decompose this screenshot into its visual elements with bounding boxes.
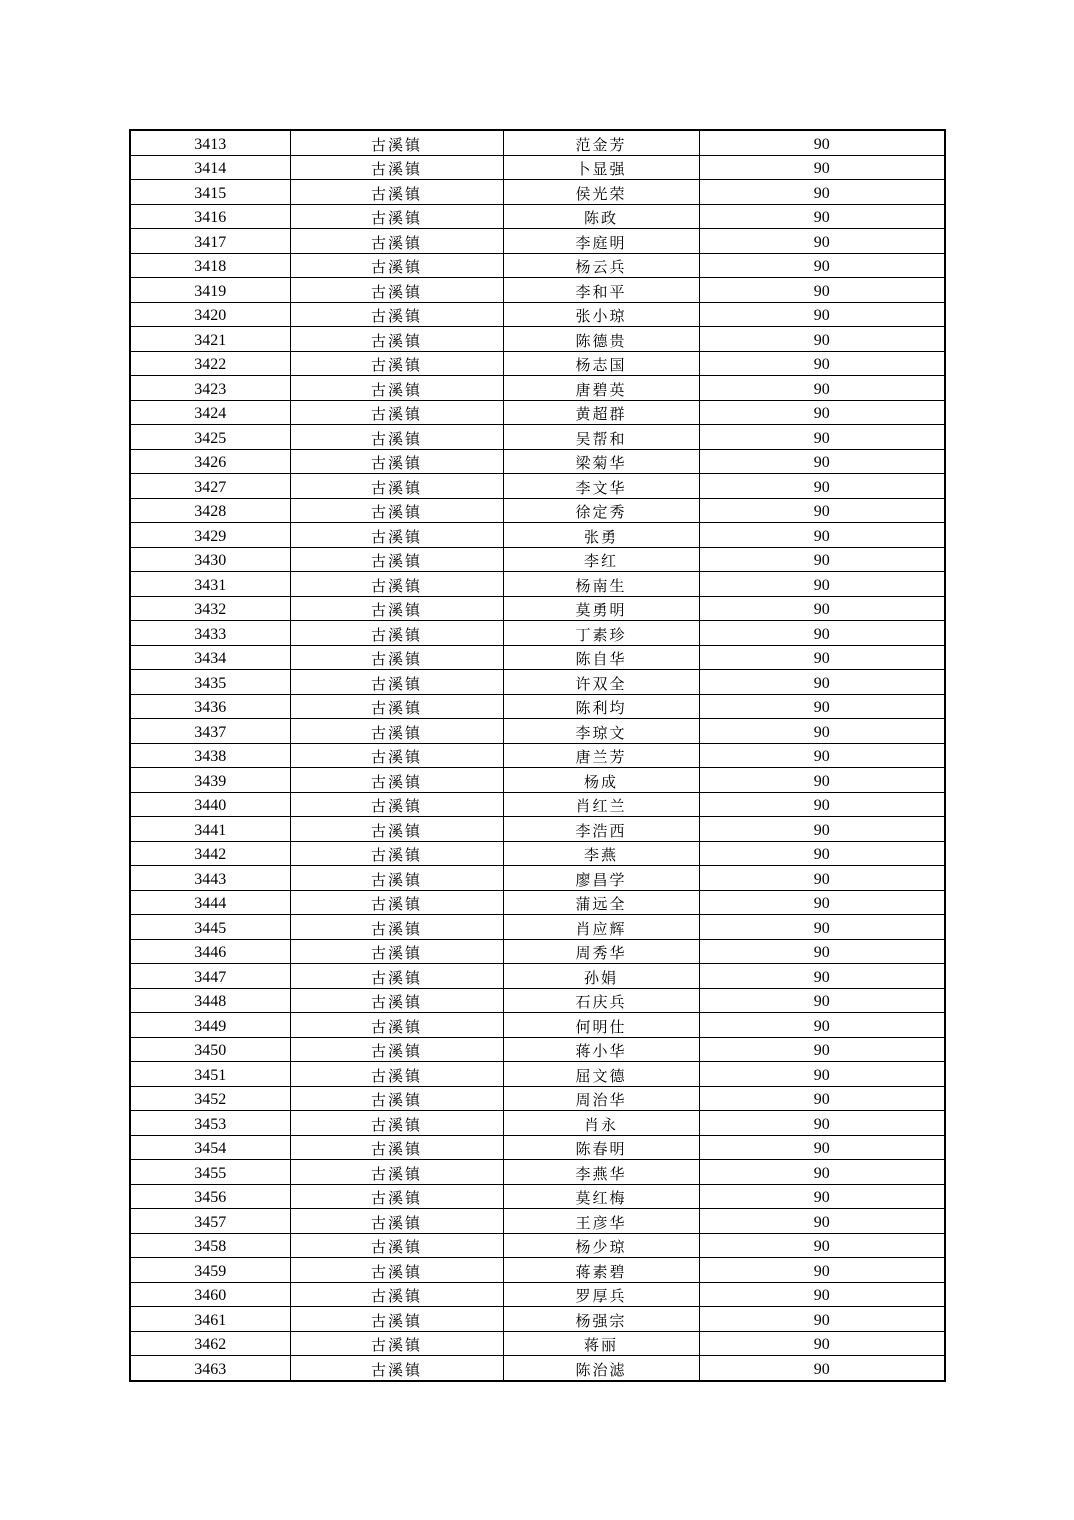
name-cell: 侯光荣 [503, 180, 699, 205]
name-cell: 何明仕 [503, 1013, 699, 1038]
score-cell: 90 [699, 792, 945, 817]
table-row [130, 253, 945, 278]
table-row [130, 1331, 945, 1356]
serial-number-cell: 3447 [130, 964, 290, 989]
serial-number-cell: 3421 [130, 327, 290, 352]
score-cell: 90 [699, 890, 945, 915]
name-cell: 陈利均 [503, 694, 699, 719]
score-cell: 90 [699, 596, 945, 621]
serial-number-cell: 3415 [130, 180, 290, 205]
table-row [130, 719, 945, 744]
serial-number-cell: 3430 [130, 547, 290, 572]
name-cell: 徐定秀 [503, 498, 699, 523]
town-cell: 古溪镇 [290, 351, 503, 376]
score-cell: 90 [699, 1258, 945, 1283]
town-cell: 古溪镇 [290, 327, 503, 352]
score-cell: 90 [699, 425, 945, 450]
score-cell: 90 [699, 645, 945, 670]
name-cell: 唐碧英 [503, 376, 699, 401]
serial-number-cell: 3442 [130, 841, 290, 866]
score-cell: 90 [699, 866, 945, 891]
name-cell: 张小琼 [503, 302, 699, 327]
name-cell: 陈政 [503, 204, 699, 229]
score-cell: 90 [699, 253, 945, 278]
table-row [130, 1209, 945, 1234]
score-cell: 90 [699, 1062, 945, 1087]
serial-number-cell: 3444 [130, 890, 290, 915]
score-cell: 90 [699, 1233, 945, 1258]
town-cell: 古溪镇 [290, 964, 503, 989]
town-cell: 古溪镇 [290, 253, 503, 278]
serial-number-cell: 3431 [130, 572, 290, 597]
name-cell: 杨强宗 [503, 1307, 699, 1332]
town-cell: 古溪镇 [290, 1209, 503, 1234]
table-row [130, 1160, 945, 1185]
name-cell: 杨志国 [503, 351, 699, 376]
town-cell: 古溪镇 [290, 1062, 503, 1087]
table-row [130, 1307, 945, 1332]
town-cell: 古溪镇 [290, 155, 503, 180]
score-cell: 90 [699, 988, 945, 1013]
score-cell: 90 [699, 817, 945, 842]
name-cell: 陈治滤 [503, 1356, 699, 1381]
name-cell: 肖永 [503, 1111, 699, 1136]
town-cell: 古溪镇 [290, 670, 503, 695]
town-cell: 古溪镇 [290, 180, 503, 205]
score-cell: 90 [699, 670, 945, 695]
table-row [130, 621, 945, 646]
serial-number-cell: 3418 [130, 253, 290, 278]
serial-number-cell: 3454 [130, 1135, 290, 1160]
roster-table-body [130, 130, 945, 1381]
table-row [130, 572, 945, 597]
town-cell: 古溪镇 [290, 1258, 503, 1283]
table-row [130, 1037, 945, 1062]
score-cell: 90 [699, 1184, 945, 1209]
table-row [130, 400, 945, 425]
serial-number-cell: 3422 [130, 351, 290, 376]
serial-number-cell: 3433 [130, 621, 290, 646]
name-cell: 莫红梅 [503, 1184, 699, 1209]
town-cell: 古溪镇 [290, 817, 503, 842]
serial-number-cell: 3458 [130, 1233, 290, 1258]
town-cell: 古溪镇 [290, 572, 503, 597]
name-cell: 李庭明 [503, 229, 699, 254]
name-cell: 陈德贵 [503, 327, 699, 352]
serial-number-cell: 3448 [130, 988, 290, 1013]
name-cell: 许双全 [503, 670, 699, 695]
name-cell: 蒋素碧 [503, 1258, 699, 1283]
table-row [130, 1062, 945, 1087]
serial-number-cell: 3463 [130, 1356, 290, 1381]
score-cell: 90 [699, 130, 945, 155]
serial-number-cell: 3416 [130, 204, 290, 229]
score-cell: 90 [699, 572, 945, 597]
serial-number-cell: 3413 [130, 130, 290, 155]
table-row [130, 130, 945, 155]
table-row [130, 743, 945, 768]
serial-number-cell: 3414 [130, 155, 290, 180]
serial-number-cell: 3440 [130, 792, 290, 817]
name-cell: 黄超群 [503, 400, 699, 425]
table-row [130, 890, 945, 915]
name-cell: 范金芳 [503, 130, 699, 155]
town-cell: 古溪镇 [290, 376, 503, 401]
name-cell: 王彦华 [503, 1209, 699, 1234]
serial-number-cell: 3425 [130, 425, 290, 450]
score-cell: 90 [699, 1135, 945, 1160]
serial-number-cell: 3429 [130, 523, 290, 548]
score-cell: 90 [699, 743, 945, 768]
town-cell: 古溪镇 [290, 1135, 503, 1160]
table-row [130, 425, 945, 450]
table-row [130, 376, 945, 401]
score-cell: 90 [699, 1013, 945, 1038]
score-cell: 90 [699, 229, 945, 254]
name-cell: 张勇 [503, 523, 699, 548]
town-cell: 古溪镇 [290, 841, 503, 866]
serial-number-cell: 3461 [130, 1307, 290, 1332]
name-cell: 廖昌学 [503, 866, 699, 891]
score-cell: 90 [699, 915, 945, 940]
town-cell: 古溪镇 [290, 400, 503, 425]
table-row [130, 645, 945, 670]
name-cell: 李文华 [503, 474, 699, 499]
score-cell: 90 [699, 1086, 945, 1111]
town-cell: 古溪镇 [290, 621, 503, 646]
town-cell: 古溪镇 [290, 1037, 503, 1062]
table-row [130, 278, 945, 303]
score-cell: 90 [699, 302, 945, 327]
name-cell: 杨南生 [503, 572, 699, 597]
serial-number-cell: 3434 [130, 645, 290, 670]
roster-table [129, 129, 946, 1382]
town-cell: 古溪镇 [290, 792, 503, 817]
score-cell: 90 [699, 474, 945, 499]
table-row [130, 1282, 945, 1307]
score-cell: 90 [699, 939, 945, 964]
serial-number-cell: 3443 [130, 866, 290, 891]
table-row [130, 327, 945, 352]
serial-number-cell: 3432 [130, 596, 290, 621]
table-row [130, 792, 945, 817]
town-cell: 古溪镇 [290, 1307, 503, 1332]
serial-number-cell: 3426 [130, 449, 290, 474]
serial-number-cell: 3427 [130, 474, 290, 499]
name-cell: 卜显强 [503, 155, 699, 180]
name-cell: 罗厚兵 [503, 1282, 699, 1307]
name-cell: 周秀华 [503, 939, 699, 964]
town-cell: 古溪镇 [290, 1013, 503, 1038]
table-row [130, 988, 945, 1013]
serial-number-cell: 3436 [130, 694, 290, 719]
serial-number-cell: 3428 [130, 498, 290, 523]
town-cell: 古溪镇 [290, 474, 503, 499]
score-cell: 90 [699, 964, 945, 989]
score-cell: 90 [699, 180, 945, 205]
town-cell: 古溪镇 [290, 890, 503, 915]
score-cell: 90 [699, 547, 945, 572]
score-cell: 90 [699, 1331, 945, 1356]
table-row [130, 964, 945, 989]
name-cell: 李燕华 [503, 1160, 699, 1185]
serial-number-cell: 3453 [130, 1111, 290, 1136]
score-cell: 90 [699, 278, 945, 303]
serial-number-cell: 3455 [130, 1160, 290, 1185]
score-cell: 90 [699, 376, 945, 401]
score-cell: 90 [699, 1307, 945, 1332]
name-cell: 肖应辉 [503, 915, 699, 940]
town-cell: 古溪镇 [290, 915, 503, 940]
name-cell: 唐兰芳 [503, 743, 699, 768]
score-cell: 90 [699, 1037, 945, 1062]
table-row [130, 1086, 945, 1111]
score-cell: 90 [699, 1282, 945, 1307]
name-cell: 周治华 [503, 1086, 699, 1111]
town-cell: 古溪镇 [290, 1184, 503, 1209]
name-cell: 杨少琼 [503, 1233, 699, 1258]
score-cell: 90 [699, 719, 945, 744]
name-cell: 梁菊华 [503, 449, 699, 474]
table-row [130, 180, 945, 205]
table-row [130, 1111, 945, 1136]
table-row [130, 1135, 945, 1160]
table-row [130, 1184, 945, 1209]
name-cell: 李和平 [503, 278, 699, 303]
score-cell: 90 [699, 327, 945, 352]
town-cell: 古溪镇 [290, 694, 503, 719]
town-cell: 古溪镇 [290, 866, 503, 891]
name-cell: 丁素珍 [503, 621, 699, 646]
name-cell: 李红 [503, 547, 699, 572]
name-cell: 莫勇明 [503, 596, 699, 621]
score-cell: 90 [699, 498, 945, 523]
score-cell: 90 [699, 841, 945, 866]
score-cell: 90 [699, 1111, 945, 1136]
serial-number-cell: 3420 [130, 302, 290, 327]
table-row [130, 523, 945, 548]
serial-number-cell: 3451 [130, 1062, 290, 1087]
town-cell: 古溪镇 [290, 1331, 503, 1356]
table-row [130, 817, 945, 842]
town-cell: 古溪镇 [290, 645, 503, 670]
table-row [130, 768, 945, 793]
table-row [130, 866, 945, 891]
name-cell: 肖红兰 [503, 792, 699, 817]
town-cell: 古溪镇 [290, 1086, 503, 1111]
score-cell: 90 [699, 523, 945, 548]
name-cell: 蒋小华 [503, 1037, 699, 1062]
table-row [130, 351, 945, 376]
town-cell: 古溪镇 [290, 1160, 503, 1185]
serial-number-cell: 3462 [130, 1331, 290, 1356]
score-cell: 90 [699, 155, 945, 180]
table-row [130, 1258, 945, 1283]
town-cell: 古溪镇 [290, 1111, 503, 1136]
name-cell: 蒋丽 [503, 1331, 699, 1356]
score-cell: 90 [699, 400, 945, 425]
town-cell: 古溪镇 [290, 229, 503, 254]
table-row [130, 694, 945, 719]
name-cell: 石庆兵 [503, 988, 699, 1013]
town-cell: 古溪镇 [290, 596, 503, 621]
serial-number-cell: 3452 [130, 1086, 290, 1111]
table-row [130, 302, 945, 327]
town-cell: 古溪镇 [290, 743, 503, 768]
town-cell: 古溪镇 [290, 547, 503, 572]
serial-number-cell: 3446 [130, 939, 290, 964]
table-row [130, 155, 945, 180]
town-cell: 古溪镇 [290, 278, 503, 303]
table-row [130, 1233, 945, 1258]
table-row [130, 1013, 945, 1038]
town-cell: 古溪镇 [290, 1356, 503, 1381]
table-row [130, 547, 945, 572]
town-cell: 古溪镇 [290, 425, 503, 450]
name-cell: 杨云兵 [503, 253, 699, 278]
name-cell: 李浩西 [503, 817, 699, 842]
town-cell: 古溪镇 [290, 302, 503, 327]
town-cell: 古溪镇 [290, 1282, 503, 1307]
table-row [130, 1356, 945, 1381]
table-row [130, 449, 945, 474]
serial-number-cell: 3450 [130, 1037, 290, 1062]
name-cell: 孙娟 [503, 964, 699, 989]
table-row [130, 204, 945, 229]
town-cell: 古溪镇 [290, 204, 503, 229]
name-cell: 李琼文 [503, 719, 699, 744]
table-row [130, 670, 945, 695]
town-cell: 古溪镇 [290, 988, 503, 1013]
serial-number-cell: 3424 [130, 400, 290, 425]
name-cell: 陈自华 [503, 645, 699, 670]
serial-number-cell: 3445 [130, 915, 290, 940]
name-cell: 杨成 [503, 768, 699, 793]
serial-number-cell: 3423 [130, 376, 290, 401]
serial-number-cell: 3460 [130, 1282, 290, 1307]
name-cell: 李燕 [503, 841, 699, 866]
score-cell: 90 [699, 1356, 945, 1381]
name-cell: 陈春明 [503, 1135, 699, 1160]
table-row [130, 474, 945, 499]
score-cell: 90 [699, 621, 945, 646]
table-row [130, 229, 945, 254]
table-row [130, 596, 945, 621]
score-cell: 90 [699, 204, 945, 229]
name-cell: 吴帮和 [503, 425, 699, 450]
serial-number-cell: 3435 [130, 670, 290, 695]
score-cell: 90 [699, 1209, 945, 1234]
town-cell: 古溪镇 [290, 1233, 503, 1258]
table-row [130, 841, 945, 866]
name-cell: 蒲远全 [503, 890, 699, 915]
score-cell: 90 [699, 694, 945, 719]
serial-number-cell: 3449 [130, 1013, 290, 1038]
town-cell: 古溪镇 [290, 523, 503, 548]
score-cell: 90 [699, 1160, 945, 1185]
town-cell: 古溪镇 [290, 939, 503, 964]
name-cell: 屈文德 [503, 1062, 699, 1087]
town-cell: 古溪镇 [290, 130, 503, 155]
serial-number-cell: 3459 [130, 1258, 290, 1283]
serial-number-cell: 3438 [130, 743, 290, 768]
town-cell: 古溪镇 [290, 719, 503, 744]
serial-number-cell: 3417 [130, 229, 290, 254]
score-cell: 90 [699, 768, 945, 793]
table-row [130, 498, 945, 523]
town-cell: 古溪镇 [290, 449, 503, 474]
score-cell: 90 [699, 449, 945, 474]
serial-number-cell: 3437 [130, 719, 290, 744]
table-row [130, 939, 945, 964]
serial-number-cell: 3456 [130, 1184, 290, 1209]
serial-number-cell: 3441 [130, 817, 290, 842]
town-cell: 古溪镇 [290, 498, 503, 523]
town-cell: 古溪镇 [290, 768, 503, 793]
serial-number-cell: 3439 [130, 768, 290, 793]
serial-number-cell: 3457 [130, 1209, 290, 1234]
serial-number-cell: 3419 [130, 278, 290, 303]
table-row [130, 915, 945, 940]
score-cell: 90 [699, 351, 945, 376]
